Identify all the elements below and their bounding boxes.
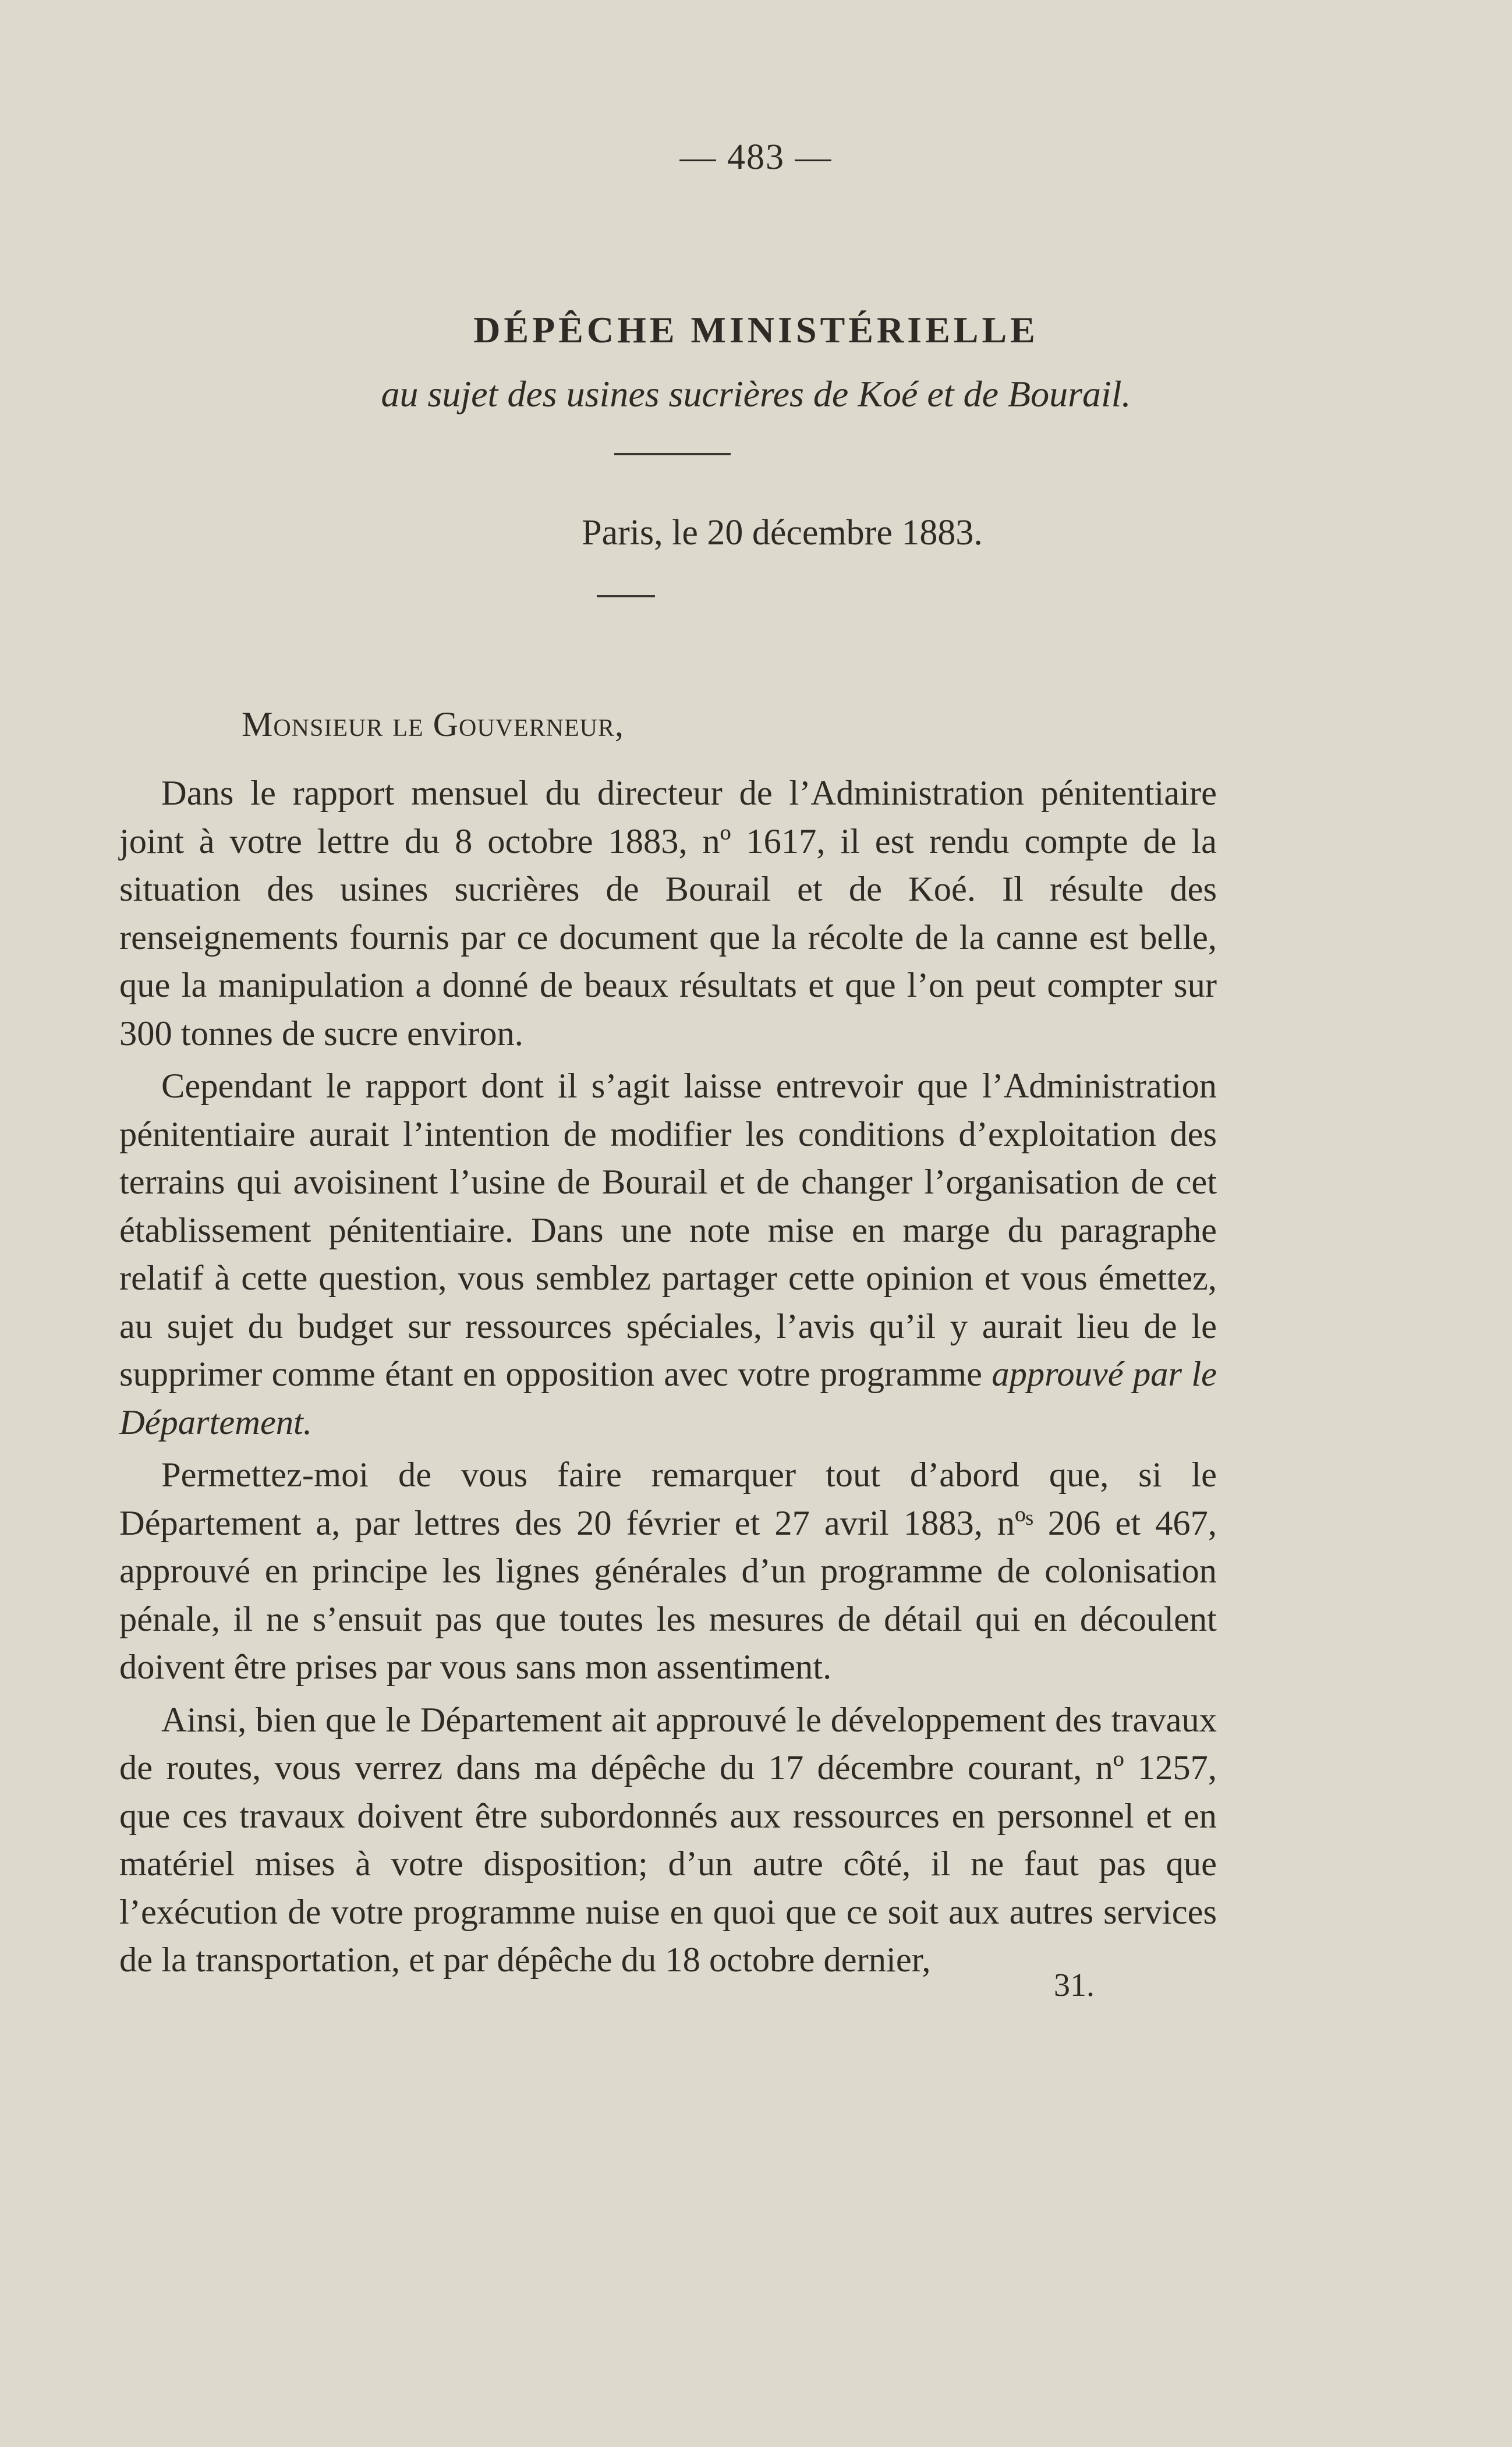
paragraph-4: Ainsi, bien que le Département ait approuvé le développement des travaux de routes, vous verrez dans ma dépêche du 17 décembre courant, nº 1257, que ces travaux doivent être subordonnés aux ressources en personnel et en matériel mises à votre disposition; d’un autre côté, il ne faut pas que l’exécution de votre programme nuise en quoi que ce soit aux autres services de la transportation, et par dépêche du 18 octobre dernier, xyxy=(119,1700,1217,1979)
paragraph-2 xyxy=(119,1063,1217,1447)
signature-mark: 31. xyxy=(1054,1967,1095,2003)
paragraph-2-text: Cependant le rapport dont il s’agit laisse entrevoir que l’Administration pénitentiaire aurait l’intention de modifier les conditions d’exploitation des terrains qui avoisinent l’usine de Bourail et de changer l’organisation de cet établissement pénitentiaire. Dans une note mise en marge du paragraphe relatif à cette question, vous semblez partager cette opinion et vous émettez, au sujet du budget sur ressources spéciales, l’avis qu’il y aurait lieu de le supprimer comme étant en opposition avec votre programme xyxy=(119,1067,1217,1394)
salutation: Monsieur le Gouverneur, xyxy=(242,705,624,743)
paragraph-1: Dans le rapport mensuel du directeur de l’Administration pénitentiaire joint à votre lettre du 8 octobre 1883, nº 1617, il est rendu compte de la situation des usines sucrières de Bourail et de Koé. Il résulte des renseignements fournis par ce document que la récolte de la canne est belle, que la manipulation a donné de beaux résultats et que l’on peut compter sur 300 tonnes de sucre environ. xyxy=(119,774,1217,1053)
paragraph-3: Permettez-moi de vous faire remarquer tout d’abord que, si le Département a, par lettres des 20 février et 27 avril 1883, nºˢ 206 et 467, approuvé en principe les lignes générales d’un programme de colonisation pénale, il ne s’ensuit pas que toutes les mesures de détail qui en découlent doivent être prises par vous sans mon assentiment. xyxy=(119,1456,1217,1687)
letter-body xyxy=(119,770,1217,1985)
divider-rule-short xyxy=(597,595,655,597)
document-subtitle: au sujet des usines sucrières de Koé et de Bourail. xyxy=(381,373,1131,415)
divider-rule-long xyxy=(614,453,731,455)
page-number: — 483 — xyxy=(679,137,833,177)
paragraph-2-italic: approuvé par le Département. xyxy=(119,1355,1217,1442)
dateline: Paris, le 20 décembre 1883. xyxy=(582,513,983,553)
document-title: DÉPÊCHE MINISTÉRIELLE xyxy=(473,309,1039,350)
